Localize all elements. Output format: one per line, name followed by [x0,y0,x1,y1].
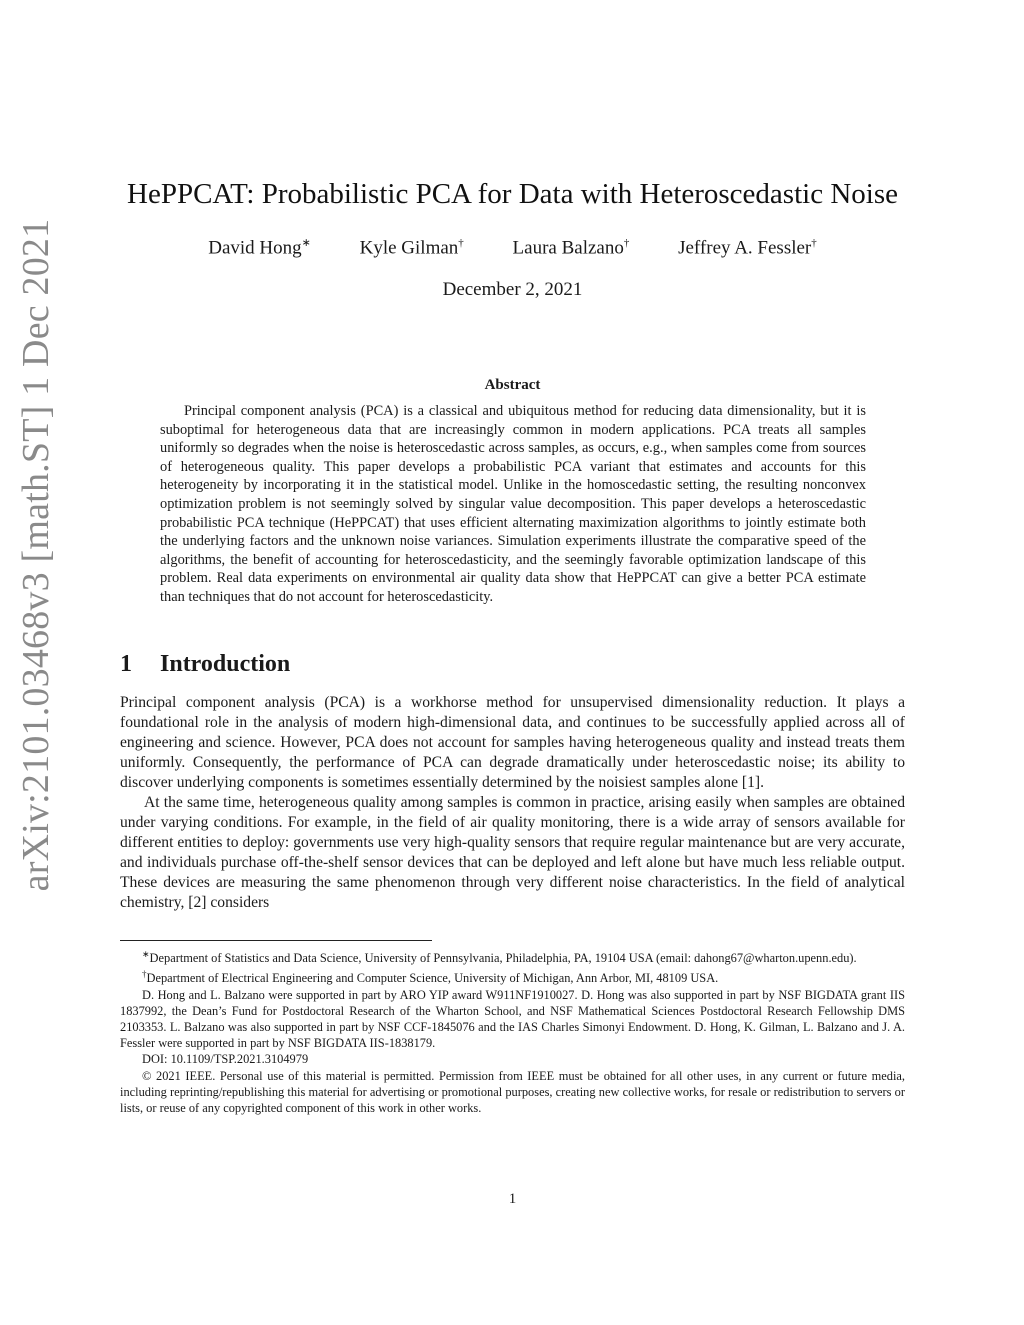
footnote [120,946,905,966]
footnote-mark: † [142,969,147,980]
footnote [120,966,905,986]
paragraph: At the same time, heterogeneous quality among samples is common in practice, arising easily when samples are obtained under varying conditions. For example, in the field of air quality monitoring, there is a wide array of sensors available for different entities to deploy: governments use very high-quality sensors that require regular maintenance but are very accurate, and individuals purchase off-the-shelf sensor devices that can be deployed and left alone but have much less reliable output. These devices are measuring the same phenomenon through very different noise characteristics. In the field of analytical chemistry, [2] considers [120,794,905,911]
author-name: Kyle Gilman [359,237,459,259]
footnote-mark: ∗ [142,949,150,959]
copyright-text: © 2021 IEEE. Personal use of this material is permitted. Permission from IEEE must be obtained for all other uses, in any current or future media, including reprinting/republishing this material for advertising or promotional purposes, creating new collective works, for resale or redistribution to servers or lists, or reuse of any copyrighted component of this work in other works. [120,1068,905,1116]
section-number: 1 [120,651,132,677]
author [678,237,817,259]
section-title: Introduction [160,651,291,677]
author-name: Laura Balzano [512,237,624,259]
footnote [120,1051,905,1067]
author [208,236,311,259]
arxiv-identifier: arXiv:2101.03468v3 [math.ST] 1 Dec 2021 [15,218,57,892]
author-affiliation-mark: ∗ [301,237,311,249]
footnote-divider [120,940,432,941]
introduction-body [120,693,905,913]
paragraph: Principal component analysis (PCA) is a workhorse method for unsupervised dimensionality reduction. It plays a foundational role in the analysis of modern high-dimensional data, and continues to be successfully applied across all of engineering and science. However, PCA does not account for samples having heterogeneous quality and instead treats them uniformly. Consequently, the performance of PCA can degrade dramatically under heteroscedastic noise; its ability to discover underlying components is sometimes essentially determined by the noisiest samples alone [1]. [120,694,905,791]
author-name: David Hong [208,237,302,259]
abstract-text: Principal component analysis (PCA) is a classical and ubiquitous method for reducing data dimensionality, but it is suboptimal for heterogeneous data that are increasingly common in modern applications. PCA treats all samples uniformly so degrades when the noise is heteroscedastic across samples, as occurs, e.g., when samples come from sources of heterogeneous quality. This paper develops a probabilistic PCA variant that estimates and accounts for this heterogeneity by incorporating it in the statistical model. Unlike in the homoscedastic setting, the resulting nonconvex optimization problem is not seemingly solved by singular value decomposition. This paper develops a heteroscedastic probabilistic PCA technique (HePPCAT) that uses efficient alternating maximization algorithms to jointly estimate both the underlying factors and the unknown noise variances. Simulation experiments illustrate the comparative speed of the algorithms, the benefit of accounting for heteroscedasticity, and the seemingly favorable optimization landscape of this problem. Real data experiments on environmental air quality data show that HePPCAT can give a better PCA estimate than techniques that do not account for heteroscedasticity. [160,403,866,605]
author-name: Jeffrey A. Fessler [678,237,812,259]
author-list [120,236,905,259]
footnotes [120,946,905,1116]
author-affiliation-mark: † [623,237,630,249]
footnote [120,1068,905,1117]
footnote-text: Department of Statistics and Data Science, University of Pennsylvania, Philadelphia, PA, 19104 USA (email: dahong67@wharton.upenn.edu). [149,951,857,966]
author-affiliation-mark: † [458,237,464,249]
footnote-text: D. Hong and L. Balzano were supported in part by ARO YIP award W911NF1910027. D. Hong was also supported in part by NSF BIGDATA grant IIS 1837992, the Dean’s Fund for Postdoctoral Research of the Wharton School, and NSF Mathematical Sciences Postdoctoral Research Fellowship DMS 2103353. L. Balzano was also supported in part by NSF CCF-1845076 and the IAS Charles Simonyi Endowment. D. Hong, K. Gilman, L. Balzano and J. A. Fessler were supported in part by NSF BIGDATA IIS-1838179. [120,987,905,1051]
footnote [120,987,905,1052]
publication-date: December 2, 2021 [442,279,583,300]
section-heading [120,651,905,678]
author [360,237,464,259]
page-number: 1 [508,1191,517,1207]
author-affiliation-mark: † [811,237,817,249]
author [513,237,630,259]
abstract-heading: Abstract [484,377,541,393]
arxiv-sidebar [8,160,64,950]
doi-text: DOI: 10.1109/TSP.2021.3104979 [142,1052,309,1067]
footnote-text: Department of Electrical Engineering and Computer Science, University of Michigan, Ann Arbor, MI, 48109 USA. [146,971,719,986]
paper-title: HePPCAT: Probabilistic PCA for Data with Heteroscedastic Noise [127,178,898,210]
